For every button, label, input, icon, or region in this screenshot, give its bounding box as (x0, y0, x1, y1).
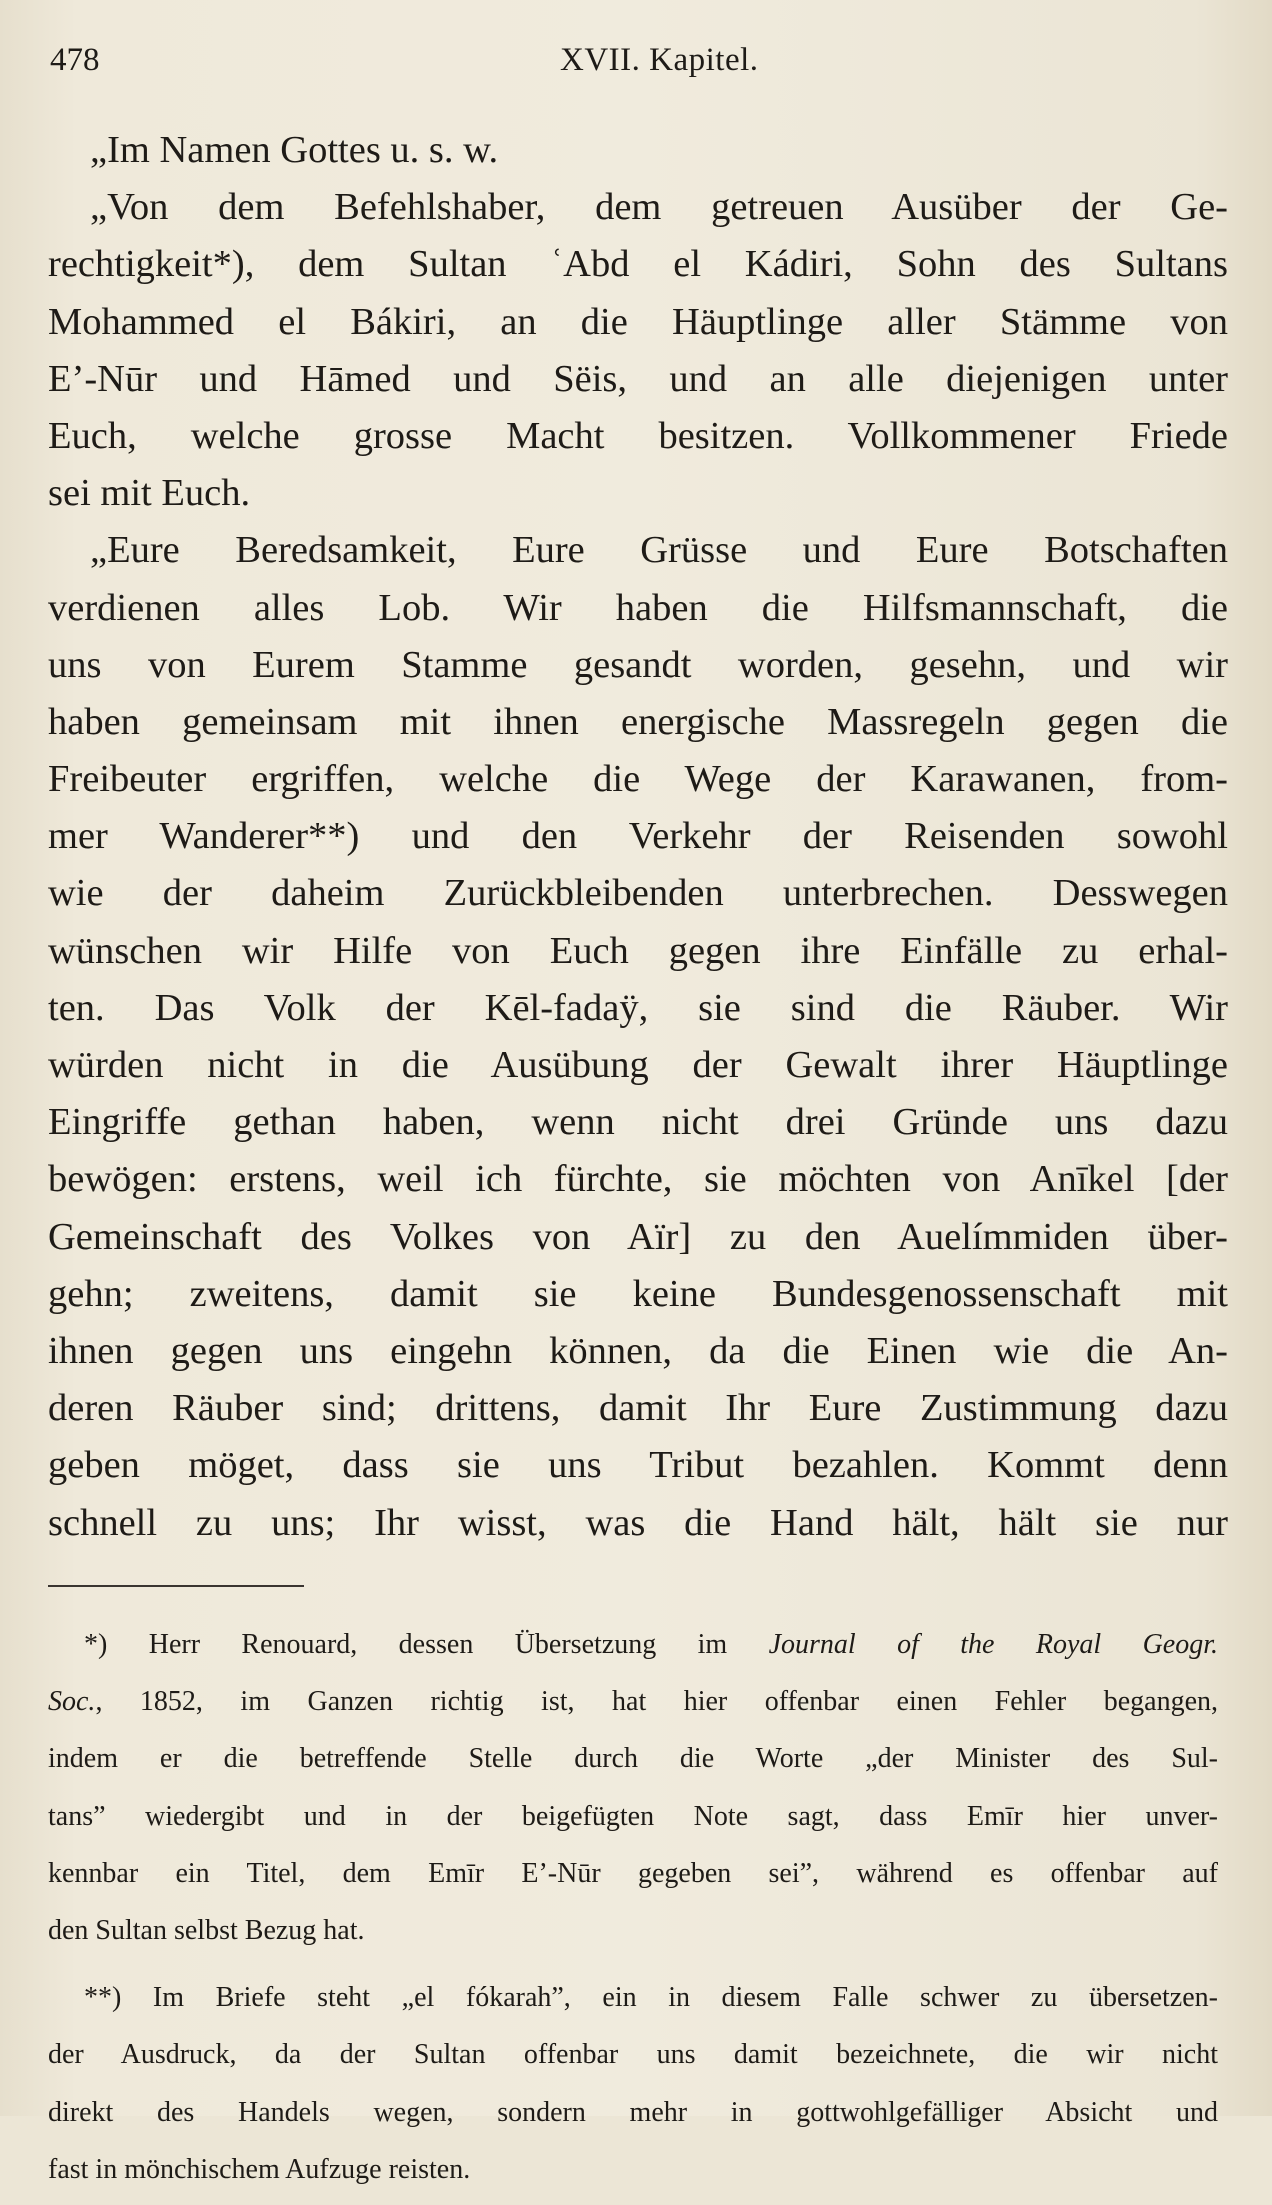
text-line: sei mit Euch. (48, 472, 251, 515)
text-line: uns von Eurem Stamme gesandt worden, gesehn, und wir (48, 643, 1228, 686)
footnote-line: tans” wiedergibt und in der beigefügten Note sagt, dass Emīr hier unver- (48, 1800, 1218, 1832)
footnote-line: *) Herr Renouard, dessen Übersetzung im Journal of the Royal Geogr. (84, 1629, 1219, 1660)
footnote-line: den Sultan selbst Bezug hat. (48, 1914, 365, 1946)
text-line: geben möget, dass sie uns Tribut bezahlen. Kommt denn (48, 1444, 1228, 1487)
footnote-line: **) Im Briefe steht „el fókarah”, ein in diesem Falle schwer zu übersetzen- (84, 1982, 1218, 2014)
text-line: rechtigkeit*), dem Sultan ʿAbd el Kádiri, Sohn des Sultans (48, 243, 1228, 286)
footnote-line: der Ausdruck, da der Sultan offenbar uns damit bezeichnete, die wir nicht (48, 2039, 1218, 2071)
text-line: schnell zu uns; Ihr wisst, was die Hand hält, hält sie nur (48, 1501, 1228, 1544)
footnote-2 (48, 1976, 1218, 2205)
footnote-1 (48, 1623, 1218, 1966)
text-line: „Eure Beredsamkeit, Eure Grüsse und Eure Botschaften (90, 529, 1228, 572)
footnote-line: fast in mönchischem Aufzuge reisten. (48, 2153, 471, 2185)
text-line: bewögen: erstens, weil ich fürchte, sie möchten von Anīkel [der (48, 1158, 1228, 1201)
page-number: 478 (50, 42, 100, 78)
text-line: Euch, welche grosse Macht besitzen. Vollkommener Friede (48, 414, 1228, 457)
chapter-title: XVII. Kapitel. (560, 42, 759, 78)
text-line: mer Wanderer**) und den Verkehr der Reisenden sowohl (48, 815, 1228, 858)
running-head (50, 42, 1230, 92)
text-line: Freibeuter ergriffen, welche die Wege der Karawanen, from- (48, 758, 1228, 801)
text-line: ihnen gegen uns eingehn können, da die Einen wie die An- (48, 1329, 1228, 1372)
text-line: „Im Namen Gottes u. s. w. (90, 129, 499, 171)
footnotes (48, 1623, 1218, 2205)
text-line: deren Räuber sind; drittens, damit Ihr Eure Zustimmung dazu (48, 1387, 1228, 1430)
footnote-line: Soc., 1852, im Ganzen richtig ist, hat hier offenbar einen Fehler begangen, (48, 1686, 1218, 1718)
footnote-separator (48, 1585, 304, 1587)
text-line: würden nicht in die Ausübung der Gewalt ihrer Häuptlinge (48, 1044, 1228, 1086)
text-line: Gemeinschaft des Volkes von Aïr] zu den Auelímmiden über- (48, 1215, 1228, 1258)
footnote-line: direkt des Handels wegen, sondern mehr in gottwohlgefälliger Absicht und (48, 2096, 1218, 2128)
text-line: wie der daheim Zurückbleibenden unterbrechen. Desswegen (48, 872, 1228, 915)
text-line: gehn; zweitens, damit sie keine Bundesgenossenschaft mit (48, 1272, 1228, 1315)
text-line: E’-Nūr und Hāmed und Sëis, und an alle diejenigen unter (48, 357, 1228, 400)
text-line: Mohammed el Bákiri, an die Häuptlinge aller Stämme von (48, 300, 1228, 343)
footnote-line: kennbar ein Titel, dem Emīr E’-Nūr gegeben sei”, während es offenbar auf (48, 1857, 1218, 1889)
text-line: haben gemeinsam mit ihnen energische Massregeln gegen die (48, 700, 1228, 743)
text-line: „Von dem Befehlshaber, dem getreuen Ausüber der Ge- (90, 186, 1228, 229)
text-line: verdienen alles Lob. Wir haben die Hilfsmannschaft, die (48, 586, 1228, 629)
main-text (48, 122, 1228, 1552)
text-line: ten. Das Volk der Kēl-fadaÿ, sie sind die Räuber. Wir (48, 986, 1228, 1029)
footnote-line: indem er die betreffende Stelle durch die Worte „der Minister des Sul- (48, 1743, 1218, 1775)
text-line: Eingriffe gethan haben, wenn nicht drei Gründe uns dazu (48, 1101, 1228, 1144)
text-line: wünschen wir Hilfe von Euch gegen ihre Einfälle zu erhal- (48, 929, 1228, 972)
